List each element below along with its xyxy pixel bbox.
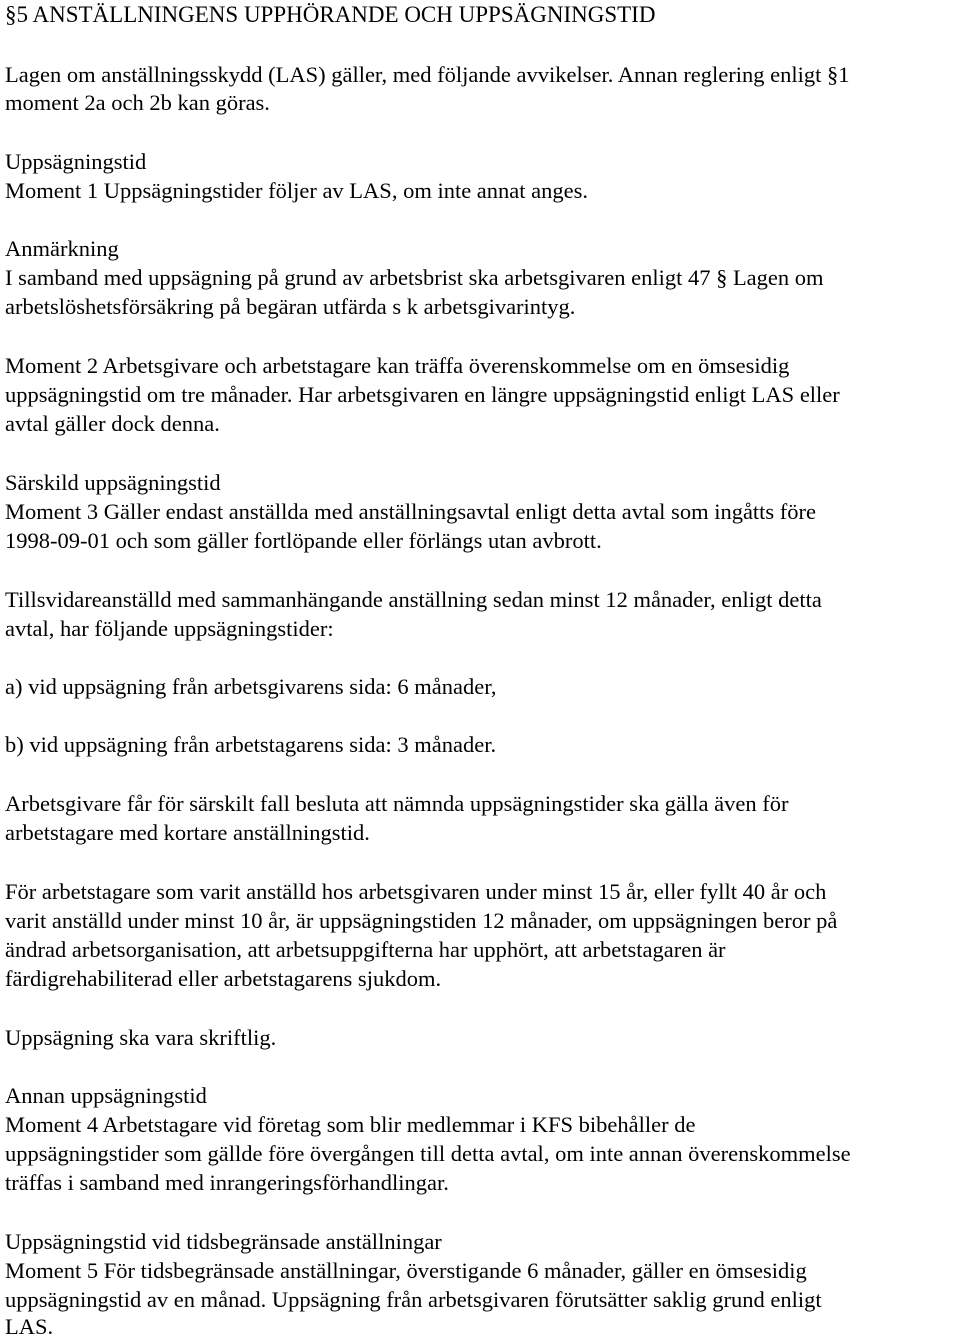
moment-5-text-line-2: uppsägningstid av en månad. Uppsägning från arbetsgivaren förutsätter saklig grund enligt [5,1287,822,1312]
section-heading: §5 ANSTÄLLNINGENS UPPHÖRANDE OCH UPPSÄGNINGSTID [5,2,656,27]
moment-5-text-line-1: Moment 5 För tidsbegränsade anställningar, överstigande 6 månader, gäller en ömsesidig [5,1258,807,1283]
anmarkning-text-line-2: arbetslöshetsförsäkring på begäran utfärda s k arbetsgivarintyg. [5,294,576,319]
tillsvidare-text-line-1: Tillsvidareanställd med sammanhängande anställning sedan minst 12 månader, enligt detta [5,587,822,612]
intro-text-line-2: moment 2a och 2b kan göras. [5,90,270,115]
tillsvidare-text-line-2: avtal, har följande uppsägningstider: [5,616,334,641]
arbetstagare-text-line-1: För arbetstagare som varit anställd hos arbetsgivaren under minst 15 år, eller fyllt 40 år och [5,879,827,904]
skriftlig-text: Uppsägning ska vara skriftlig. [5,1025,277,1050]
moment-4-text-line-3: träffas i samband med inrangeringsförhandlingar. [5,1170,449,1195]
moment-4-text-line-2: uppsägningstider som gällde före övergången till detta avtal, om inte annan överenskommelse [5,1141,851,1166]
moment-5-text-line-3: LAS. [5,1314,54,1339]
arbetsgivare-text-line-2: arbetstagare med kortare anställningstid. [5,820,370,845]
subheading-tidsbegransade: Uppsägningstid vid tidsbegränsade anställningar [5,1229,442,1254]
arbetsgivare-text-line-1: Arbetsgivare får för särskilt fall besluta att nämnda uppsägningstider ska gälla även för [5,791,789,816]
subheading-sarskild-uppsagningstid: Särskild uppsägningstid [5,470,221,495]
list-item-a: a) vid uppsägning från arbetsgivarens sida: 6 månader, [5,674,497,699]
moment-2-text-line-3: avtal gäller dock denna. [5,411,220,436]
subheading-annan-uppsagningstid: Annan uppsägningstid [5,1083,207,1108]
subheading-uppsagningstid: Uppsägningstid [5,149,147,174]
subheading-anmarkning: Anmärkning [5,236,119,261]
moment-1-text: Moment 1 Uppsägningstider följer av LAS, om inte annat anges. [5,178,589,203]
arbetstagare-text-line-2: varit anställd under minst 10 år, är uppsägningstiden 12 månader, om uppsägningen beror på [5,908,838,933]
intro-text-line-1: Lagen om anställningsskydd (LAS) gäller, med följande avvikelser. Annan reglering enligt §1 [5,62,850,87]
arbetstagare-text-line-4: färdigrehabiliterad eller arbetstagarens sjukdom. [5,966,442,991]
moment-4-text-line-1: Moment 4 Arbetstagare vid företag som blir medlemmar i KFS bibehåller de [5,1112,696,1137]
moment-2-text-line-2: uppsägningstid om tre månader. Har arbetsgivaren en längre uppsägningstid enligt LAS eller [5,382,840,407]
list-item-b: b) vid uppsägning från arbetstagarens sida: 3 månader. [5,732,497,757]
moment-3-text-line-2: 1998-09-01 och som gäller fortlöpande eller förlängs utan avbrott. [5,528,602,553]
moment-2-text-line-1: Moment 2 Arbetsgivare och arbetstagare kan träffa överenskommelse om en ömsesidig [5,353,790,378]
arbetstagare-text-line-3: ändrad arbetsorganisation, att arbetsuppgifterna har upphört, att arbetstagaren är [5,937,726,962]
moment-3-text-line-1: Moment 3 Gäller endast anställda med anställningsavtal enligt detta avtal som ingåtts före [5,499,817,524]
anmarkning-text-line-1: I samband med uppsägning på grund av arbetsbrist ska arbetsgivaren enligt 47 § Lagen om [5,265,824,290]
